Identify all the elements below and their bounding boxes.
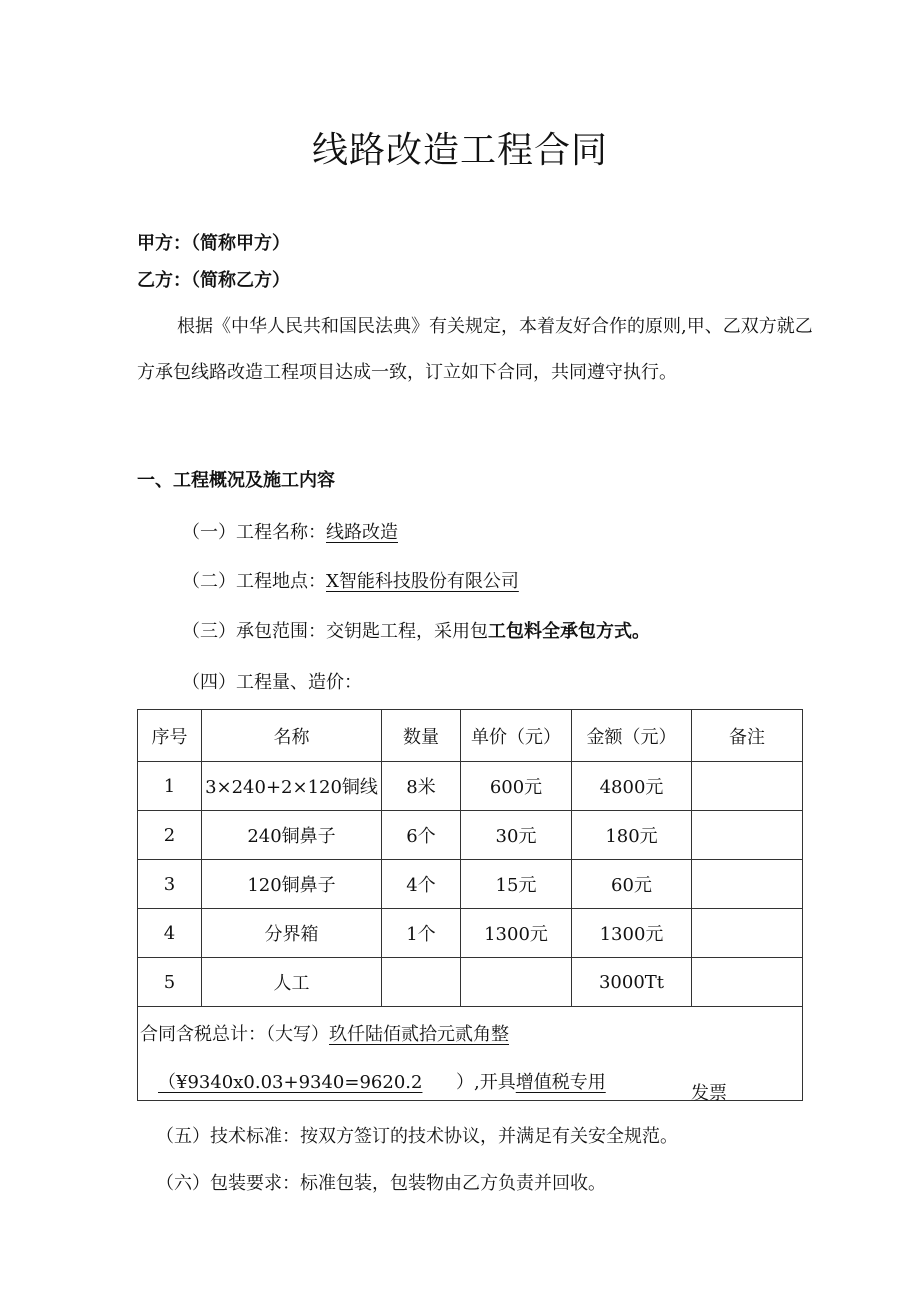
header-cell: 序号 — [138, 710, 202, 762]
table-total-row — [138, 1007, 803, 1101]
header-cell: 名称 — [202, 710, 382, 762]
party-a: 甲方：（简称甲方） — [137, 233, 290, 254]
table-row — [138, 909, 803, 958]
table-cell: 1300元 — [461, 909, 572, 958]
total-uppercase: 玖仟陆佰贰拾元贰角整 — [329, 1024, 509, 1045]
header-cell: 备注 — [692, 710, 803, 762]
intro-paragraph: 根据《中华人民共和国民法典》有关规定，本着友好合作的原则,甲、乙双方就乙方承包线路改造工程项目达成一致，订立如下合同，共同遵守执行。 — [137, 316, 813, 383]
project-location-label: （二）工程地点： — [182, 571, 326, 592]
document-title: 线路改造工程合同 — [311, 130, 608, 171]
header-cell: 金额（元） — [572, 710, 692, 762]
invoice-type-prefix: ）,开具 — [456, 1072, 516, 1093]
total-formula: （¥9340x0.03+9340=9620.2 — [158, 1072, 423, 1093]
table-cell: 240铜鼻子 — [202, 811, 382, 860]
table-cell: 60元 — [572, 860, 692, 909]
table-cell — [692, 762, 803, 811]
table-cell — [692, 958, 803, 1007]
technical-standard: （五）技术标准：按双方签订的技术协议，并满足有关安全规范。 — [156, 1126, 678, 1147]
packaging-requirement: （六）包装要求：标准包装，包装物由乙方负责并回收。 — [156, 1173, 606, 1194]
table-cell — [461, 958, 572, 1007]
table-cell: 1个 — [382, 909, 461, 958]
total-cell — [138, 1007, 803, 1104]
table-cell: 3×240+2×120铜线 — [202, 762, 382, 811]
table-cell: 180元 — [572, 811, 692, 860]
total-label: 合同含税总计：（大写） — [140, 1024, 329, 1045]
table-cell: 4个 — [382, 860, 461, 909]
party-b: 乙方：（简称乙方） — [137, 270, 290, 291]
quantity-price-table — [137, 709, 803, 1104]
table-cell: 人工 — [202, 958, 382, 1007]
table-cell: 2 — [138, 811, 202, 860]
section-1-heading: 一、工程概况及施工内容 — [137, 470, 335, 491]
project-location-value: X智能科技股份有限公司 — [326, 571, 519, 592]
table-row — [138, 811, 803, 860]
table-cell: 1300元 — [572, 909, 692, 958]
table-cell — [692, 860, 803, 909]
table-cell: 5 — [138, 958, 202, 1007]
table-cell: 600元 — [461, 762, 572, 811]
table-cell: 30元 — [461, 811, 572, 860]
invoice-type-value: 增值税专用 — [515, 1072, 606, 1093]
table-header-row — [138, 710, 803, 762]
total-line-1 — [140, 1020, 509, 1046]
project-name — [182, 518, 398, 544]
contract-scope — [182, 617, 650, 643]
table-cell: 分界箱 — [202, 909, 382, 958]
invoice-word: 发票 — [691, 1083, 727, 1104]
project-location — [182, 567, 519, 593]
table-row — [138, 958, 803, 1007]
contract-scope-label: （三）承包范围：交钥匙工程，采用包 — [182, 621, 488, 642]
table-cell: 120铜鼻子 — [202, 860, 382, 909]
header-cell: 数量 — [382, 710, 461, 762]
table-row — [138, 762, 803, 811]
table-cell — [692, 909, 803, 958]
contract-scope-bold: 工包料全承包方式。 — [488, 621, 650, 642]
table-cell: 4 — [138, 909, 202, 958]
table-cell: 15元 — [461, 860, 572, 909]
quantity-price-heading: （四）工程量、造价： — [182, 672, 362, 693]
table-cell: 3000Tt — [572, 958, 692, 1007]
table-cell — [382, 958, 461, 1007]
table-cell: 6个 — [382, 811, 461, 860]
project-name-value: 线路改造 — [326, 522, 398, 543]
table-cell — [692, 811, 803, 860]
table-cell: 8米 — [382, 762, 461, 811]
project-name-label: （一）工程名称： — [182, 522, 326, 543]
header-cell: 单价（元） — [461, 710, 572, 762]
table-cell: 1 — [138, 762, 202, 811]
table-cell: 3 — [138, 860, 202, 909]
table-row — [138, 860, 803, 909]
table-cell: 4800元 — [572, 762, 692, 811]
invoice-type — [456, 1068, 606, 1094]
